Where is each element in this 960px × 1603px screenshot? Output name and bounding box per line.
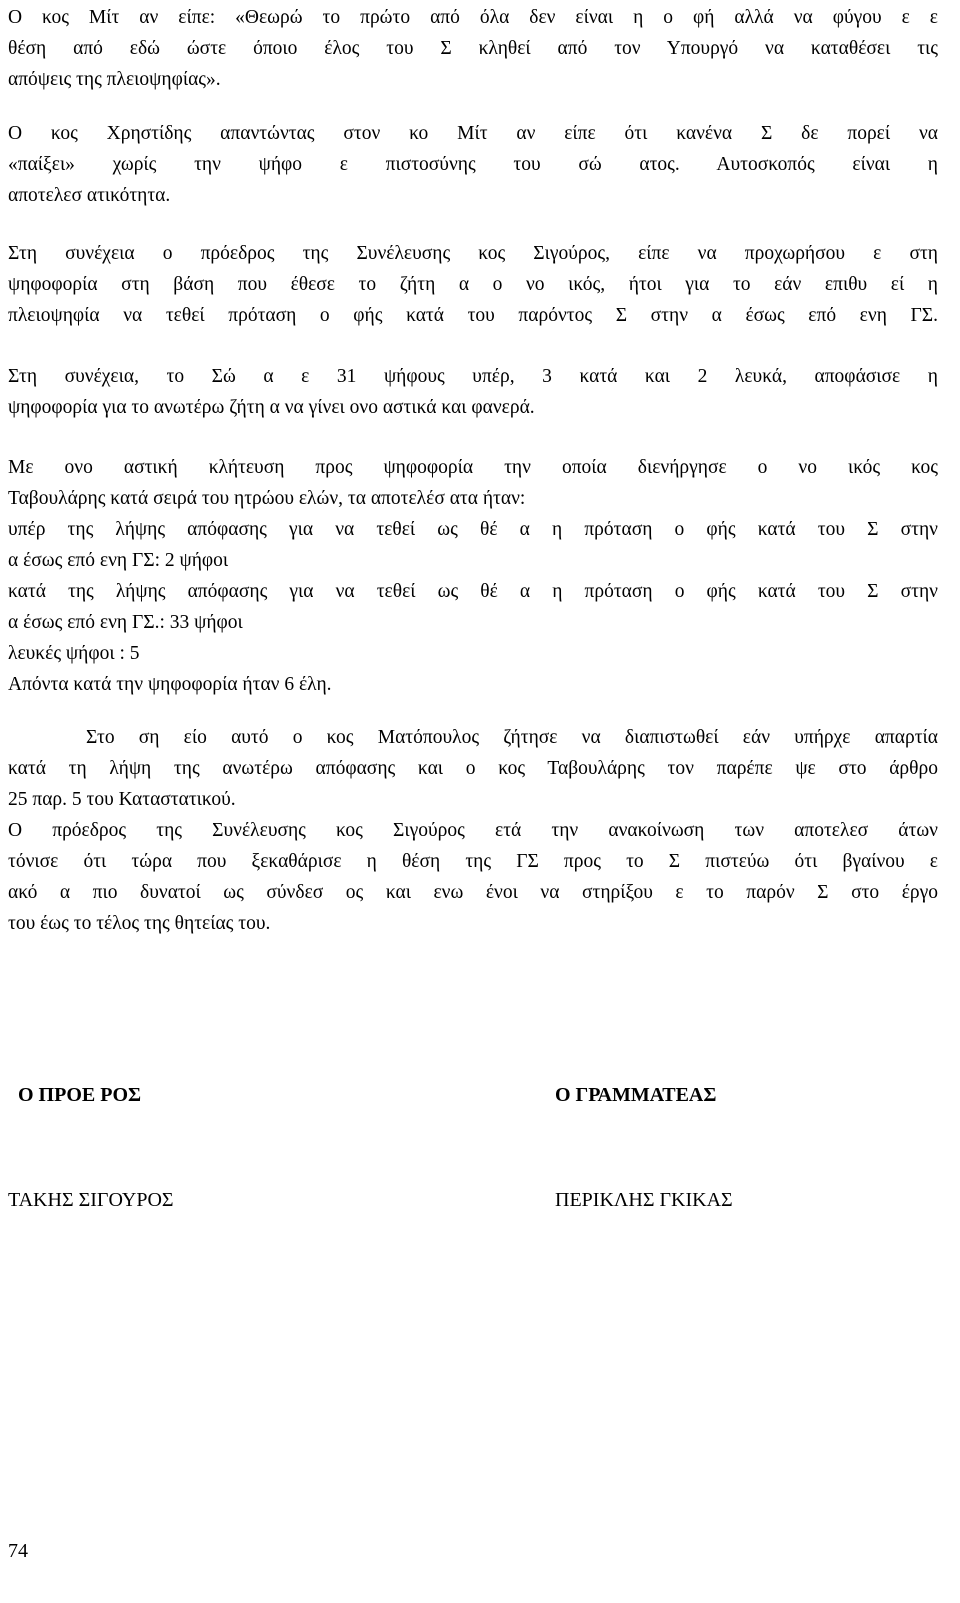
text-line: Απόντα κατά την ψηφοφορία ήταν 6 έλη. bbox=[8, 674, 332, 695]
text-line: «παίξει» χωρίς την ψήφο ε πιστοσύνης του σώ ατος. Αυτοσκοπός είναι η bbox=[8, 154, 938, 175]
text-line: Ο πρόεδρος της Συνέλευσης κος Σιγούρος ετά την ανακοίνωση των αποτελεσ άτων bbox=[8, 820, 938, 841]
text-line: ψηφοφορία στη βάση που έθεσε το ζήτη α ο νο ικός, ήτοι για το εάν επιθυ εί η bbox=[8, 274, 938, 295]
text-line: α έσως επό ενη ΓΣ.: 33 ψήφοι bbox=[8, 612, 243, 633]
secretary-name: ΠΕΡΙΚΛΗΣ ΓΚΙΚΑΣ bbox=[555, 1189, 733, 1211]
text-line: τόνισε ότι τώρα που ξεκαθάρισε η θέση της ΓΣ προς το Σ πιστεύω ότι βγαίνου ε bbox=[8, 851, 938, 872]
paragraph-president-closing bbox=[8, 815, 938, 939]
paragraph-christidis-reply bbox=[8, 118, 938, 211]
text-line: αποτελεσ ατικότητα. bbox=[8, 185, 171, 206]
text-line: θέση από εδώ ώστε όποιο έλος του Σ κληθεί από τον Υπουργό να καταθέσει τις bbox=[8, 38, 938, 59]
paragraph-vote-method bbox=[8, 361, 938, 423]
text-line: ψηφοφορία για το ανωτέρω ζήτη α να γίνει ονο αστικά και φανερά. bbox=[8, 397, 535, 418]
text-line: απόψεις της πλειοψηφίας». bbox=[8, 69, 221, 90]
text-line: Ο κος Χρηστίδης απαντώντας στον κο Μίτ αν είπε ότι κανένα Σ δε πορεί να bbox=[8, 123, 938, 144]
page-number: 74 bbox=[8, 1540, 28, 1562]
president-title: Ο ΠΡΟΕ ΡΟΣ bbox=[18, 1084, 142, 1106]
text-line: Ταβουλάρης κατά σειρά του ητρώου ελών, τα αποτελέσ ατα ήταν: bbox=[8, 488, 526, 509]
text-line: του έως το τέλος της θητείας του. bbox=[8, 913, 271, 934]
paragraph-mitsan-statement bbox=[8, 2, 938, 95]
text-line: Με ονο αστική κλήτευση προς ψηφοφορία την οποία διενήργησε ο νο ικός κος bbox=[8, 457, 938, 478]
president-name: ΤΑΚΗΣ ΣΙΓΟΥΡΟΣ bbox=[8, 1189, 174, 1211]
text-line: α έσως επό ενη ΓΣ: 2 ψήφοι bbox=[8, 550, 229, 571]
text-line: κατά τη λήψη της ανωτέρω απόφασης και ο κος Ταβουλάρης τον παρέπε ψε στο άρθρο bbox=[8, 758, 938, 779]
paragraph-quorum-question bbox=[8, 722, 938, 815]
text-line: Στη συνέχεια ο πρόεδρος της Συνέλευσης κος Σιγούρος, είπε να προχωρήσου ε στη bbox=[8, 243, 938, 264]
text-line: πλειοψηφία να τεθεί πρόταση ο φής κατά του παρόντος Σ στην α έσως επό ενη ΓΣ. bbox=[8, 305, 938, 326]
paragraph-president-proposal bbox=[8, 238, 938, 331]
text-line: Ο κος Μίτ αν είπε: «Θεωρώ το πρώτο από όλα δεν είναι η ο φή αλλά να φύγου ε ε bbox=[8, 7, 938, 28]
text-line: λευκές ψήφοι : 5 bbox=[8, 643, 140, 664]
secretary-title: Ο ΓΡΑΜΜΑΤΕΑΣ bbox=[555, 1084, 717, 1106]
text-line: κατά της λήψης απόφασης για να τεθεί ως θέ α η πρόταση ο φής κατά του Σ στην bbox=[8, 581, 938, 602]
paragraph-vote-results bbox=[8, 452, 938, 700]
text-line: Στο ση είο αυτό ο κος Ματόπουλος ζήτησε να διαπιστωθεί εάν υπήρχε απαρτία bbox=[86, 727, 938, 748]
text-line: ακό α πιο δυνατοί ως σύνδεσ ος και ενω ένοι να στηρίξου ε το παρόν Σ στο έργο bbox=[8, 882, 938, 903]
text-line: υπέρ της λήψης απόφασης για να τεθεί ως θέ α η πρόταση ο φής κατά του Σ στην bbox=[8, 519, 938, 540]
text-line: Στη συνέχεια, το Σώ α ε 31 ψήφους υπέρ, 3 κατά και 2 λευκά, αποφάσισε η bbox=[8, 366, 938, 387]
text-line: 25 παρ. 5 του Καταστατικού. bbox=[8, 789, 236, 810]
